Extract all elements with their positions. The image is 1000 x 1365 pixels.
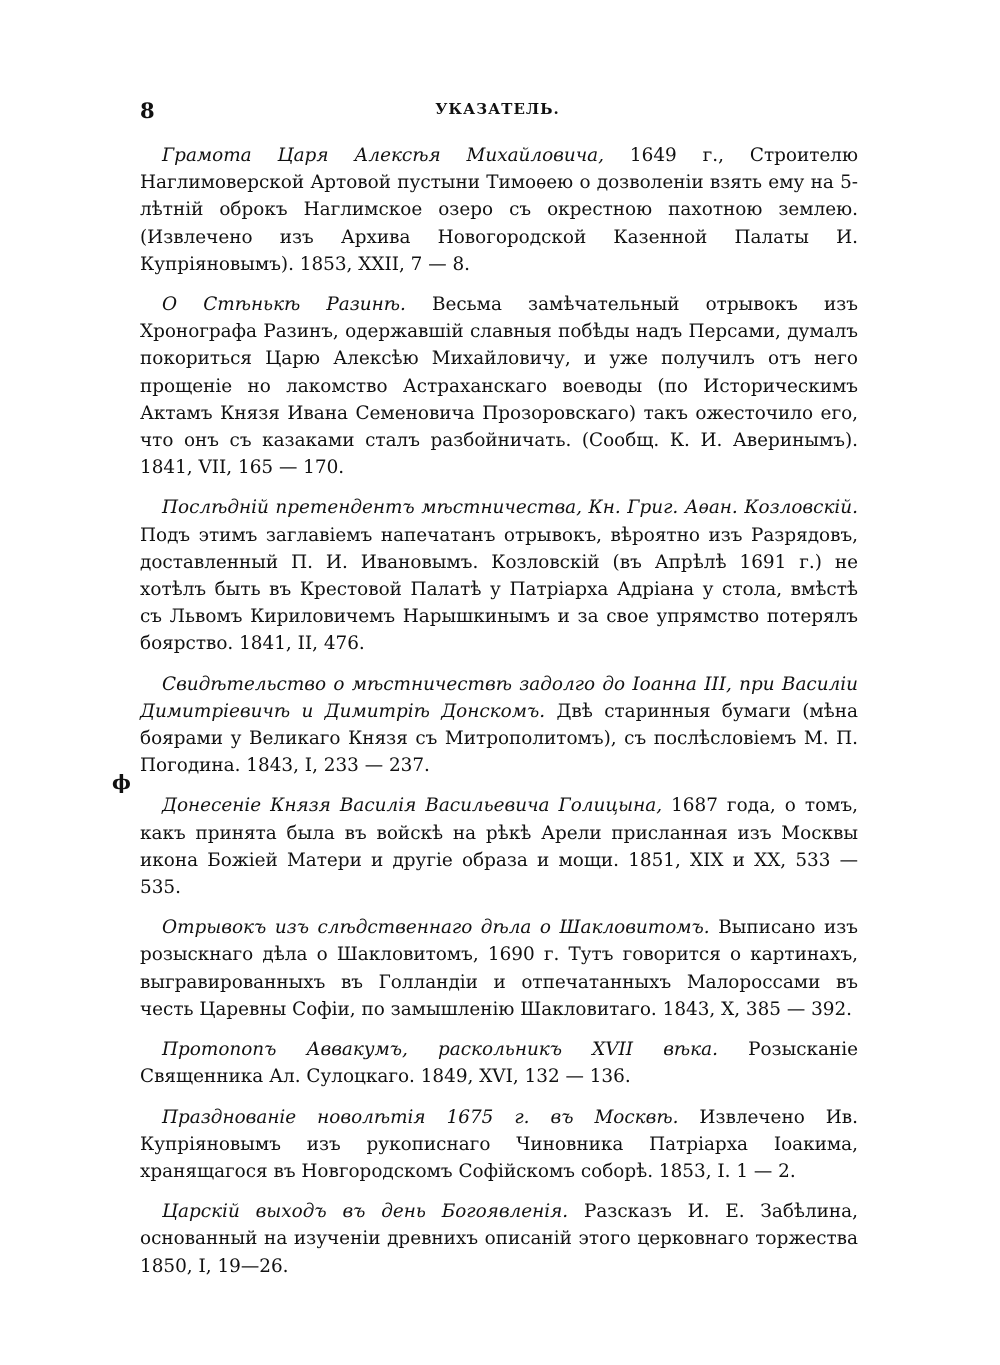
index-entry bbox=[140, 291, 858, 481]
entry-text: Двѣ старинныя бумаги (мѣна боярами у Великаго Князя съ Митрополитомъ), съ послѣсловіемъ М. П. Погодина. 1843, I, 233 — 237. bbox=[140, 700, 858, 777]
entry-title: О Стѣнькѣ Разинѣ. bbox=[162, 294, 406, 316]
entry-text: Разсказъ И. Е. Забѣлина, основанный на изученіи древнихъ описаній этого церковнаго торжества 1850, I, 19—26. bbox=[140, 1201, 858, 1277]
index-entry bbox=[140, 1036, 858, 1090]
entry-text: Подъ этимъ заглавіемъ напечатанъ отрывокъ, вѣроятно изъ Разрядовъ, доставленный П. И. Ивановымъ. Козловскій (въ Апрѣлѣ 1691 г.) не хотѣлъ быть въ Крестовой Палатѣ у Патріарха Адріана у стола, вмѣстѣ съ Львомъ Кириловичемъ Нарышкинымъ и за свое упрямство потерялъ боярство. 1841, II, 476. bbox=[140, 524, 858, 655]
page-header bbox=[140, 98, 855, 126]
entry-title: Донесеніе Князя Василія Васильевича Голицына, bbox=[162, 795, 663, 817]
entry-text: Извлечено Ив. Купріяновымъ изъ рукописнаго Чиновника Патріарха Іоакима, хранящагося въ Новгородскомъ Софійскомъ соборѣ. 1853, I. 1 — 2. bbox=[140, 1106, 859, 1182]
entry-title: Протопопъ Аввакумъ, раскольникъ XVII вѣка. bbox=[162, 1039, 718, 1061]
entry-title: Празднованіе новолѣтія 1675 г. въ Москвѣ. bbox=[162, 1106, 679, 1128]
index-entry bbox=[140, 671, 858, 780]
entry-title: Послѣдній претендентъ мѣстничества, Кн. Григ. Аѳан. Козловскій. bbox=[162, 497, 858, 519]
index-entry bbox=[140, 792, 858, 901]
entry-text: 1649 г., Строителю Наглимоверской Артовой пустыни Тимоѳею о дозволеніи взять ему на 5-лѣтній оброкъ Наглимское озеро съ окрестною пахотною землею. (Извлечено изъ Архива Новогородской Казенной Палаты И. Купріяновымъ). 1853, XXII, 7 — 8. bbox=[140, 145, 858, 275]
index-entry bbox=[140, 142, 858, 278]
entry-text: 1687 года, о томъ, какъ принята была въ войскѣ на рѣкѣ Арели присланная изъ Москвы икона Божіей Матери и другіе образа и мощи. 1851, XIX и XX, 533 — 535. bbox=[140, 795, 859, 899]
index-entry bbox=[140, 1198, 858, 1280]
entry-title: Свидѣтельство о мѣстничествѣ задолго до Іоанна III, при Василіи Димитріевичѣ и Димитріѣ Донскомъ. bbox=[140, 673, 858, 722]
entry-text: Выписано изъ розыскнаго дѣла о Шакловитомъ, 1690 г. Тутъ говорится о картинахъ, выгравированныхъ въ Голландіи и отпечатанныхъ Малороссами въ честь Царевны Софіи, по замышленію Шакловитаго. 1843, X, 385 — 392. bbox=[140, 917, 858, 1020]
margin-mark: ϕ bbox=[112, 770, 131, 794]
entry-text: Весьма замѣчательный отрывокъ изъ Хронографа Разинъ, одержавшій славныя побѣды надъ Персами, думалъ покориться Царю Алексѣю Михайловичу, и уже получилъ отъ него прощеніе но лакомство Астраханскаго воеводы (по Историческимъ Актамъ Князя Ивана Семеновича Прозоровскаго) такъ ожесточило его, что онъ съ казаками сталъ разбойничать. (Сообщ. К. И. Аверинымъ). 1841, VII, 165 — 170. bbox=[140, 294, 858, 479]
entry-title: Отрывокъ изъ слѣдственнаго дѣла о Шакловитомъ. bbox=[162, 917, 710, 939]
index-entries bbox=[140, 142, 858, 1293]
index-entry bbox=[140, 1104, 858, 1186]
entry-title: Царскій выходъ въ день Богоявленія. bbox=[162, 1201, 569, 1223]
entry-title: Грамота Царя Алексѣя Михайловича, bbox=[162, 145, 604, 166]
running-title: УКАЗАТЕЛЬ. bbox=[435, 100, 560, 118]
index-entry bbox=[140, 914, 858, 1023]
entry-text: Розысканіе Священника Ал. Сулоцкаго. 1849, XVI, 132 — 136. bbox=[140, 1039, 858, 1088]
index-entry bbox=[140, 494, 858, 657]
page-number: 8 bbox=[140, 98, 155, 123]
